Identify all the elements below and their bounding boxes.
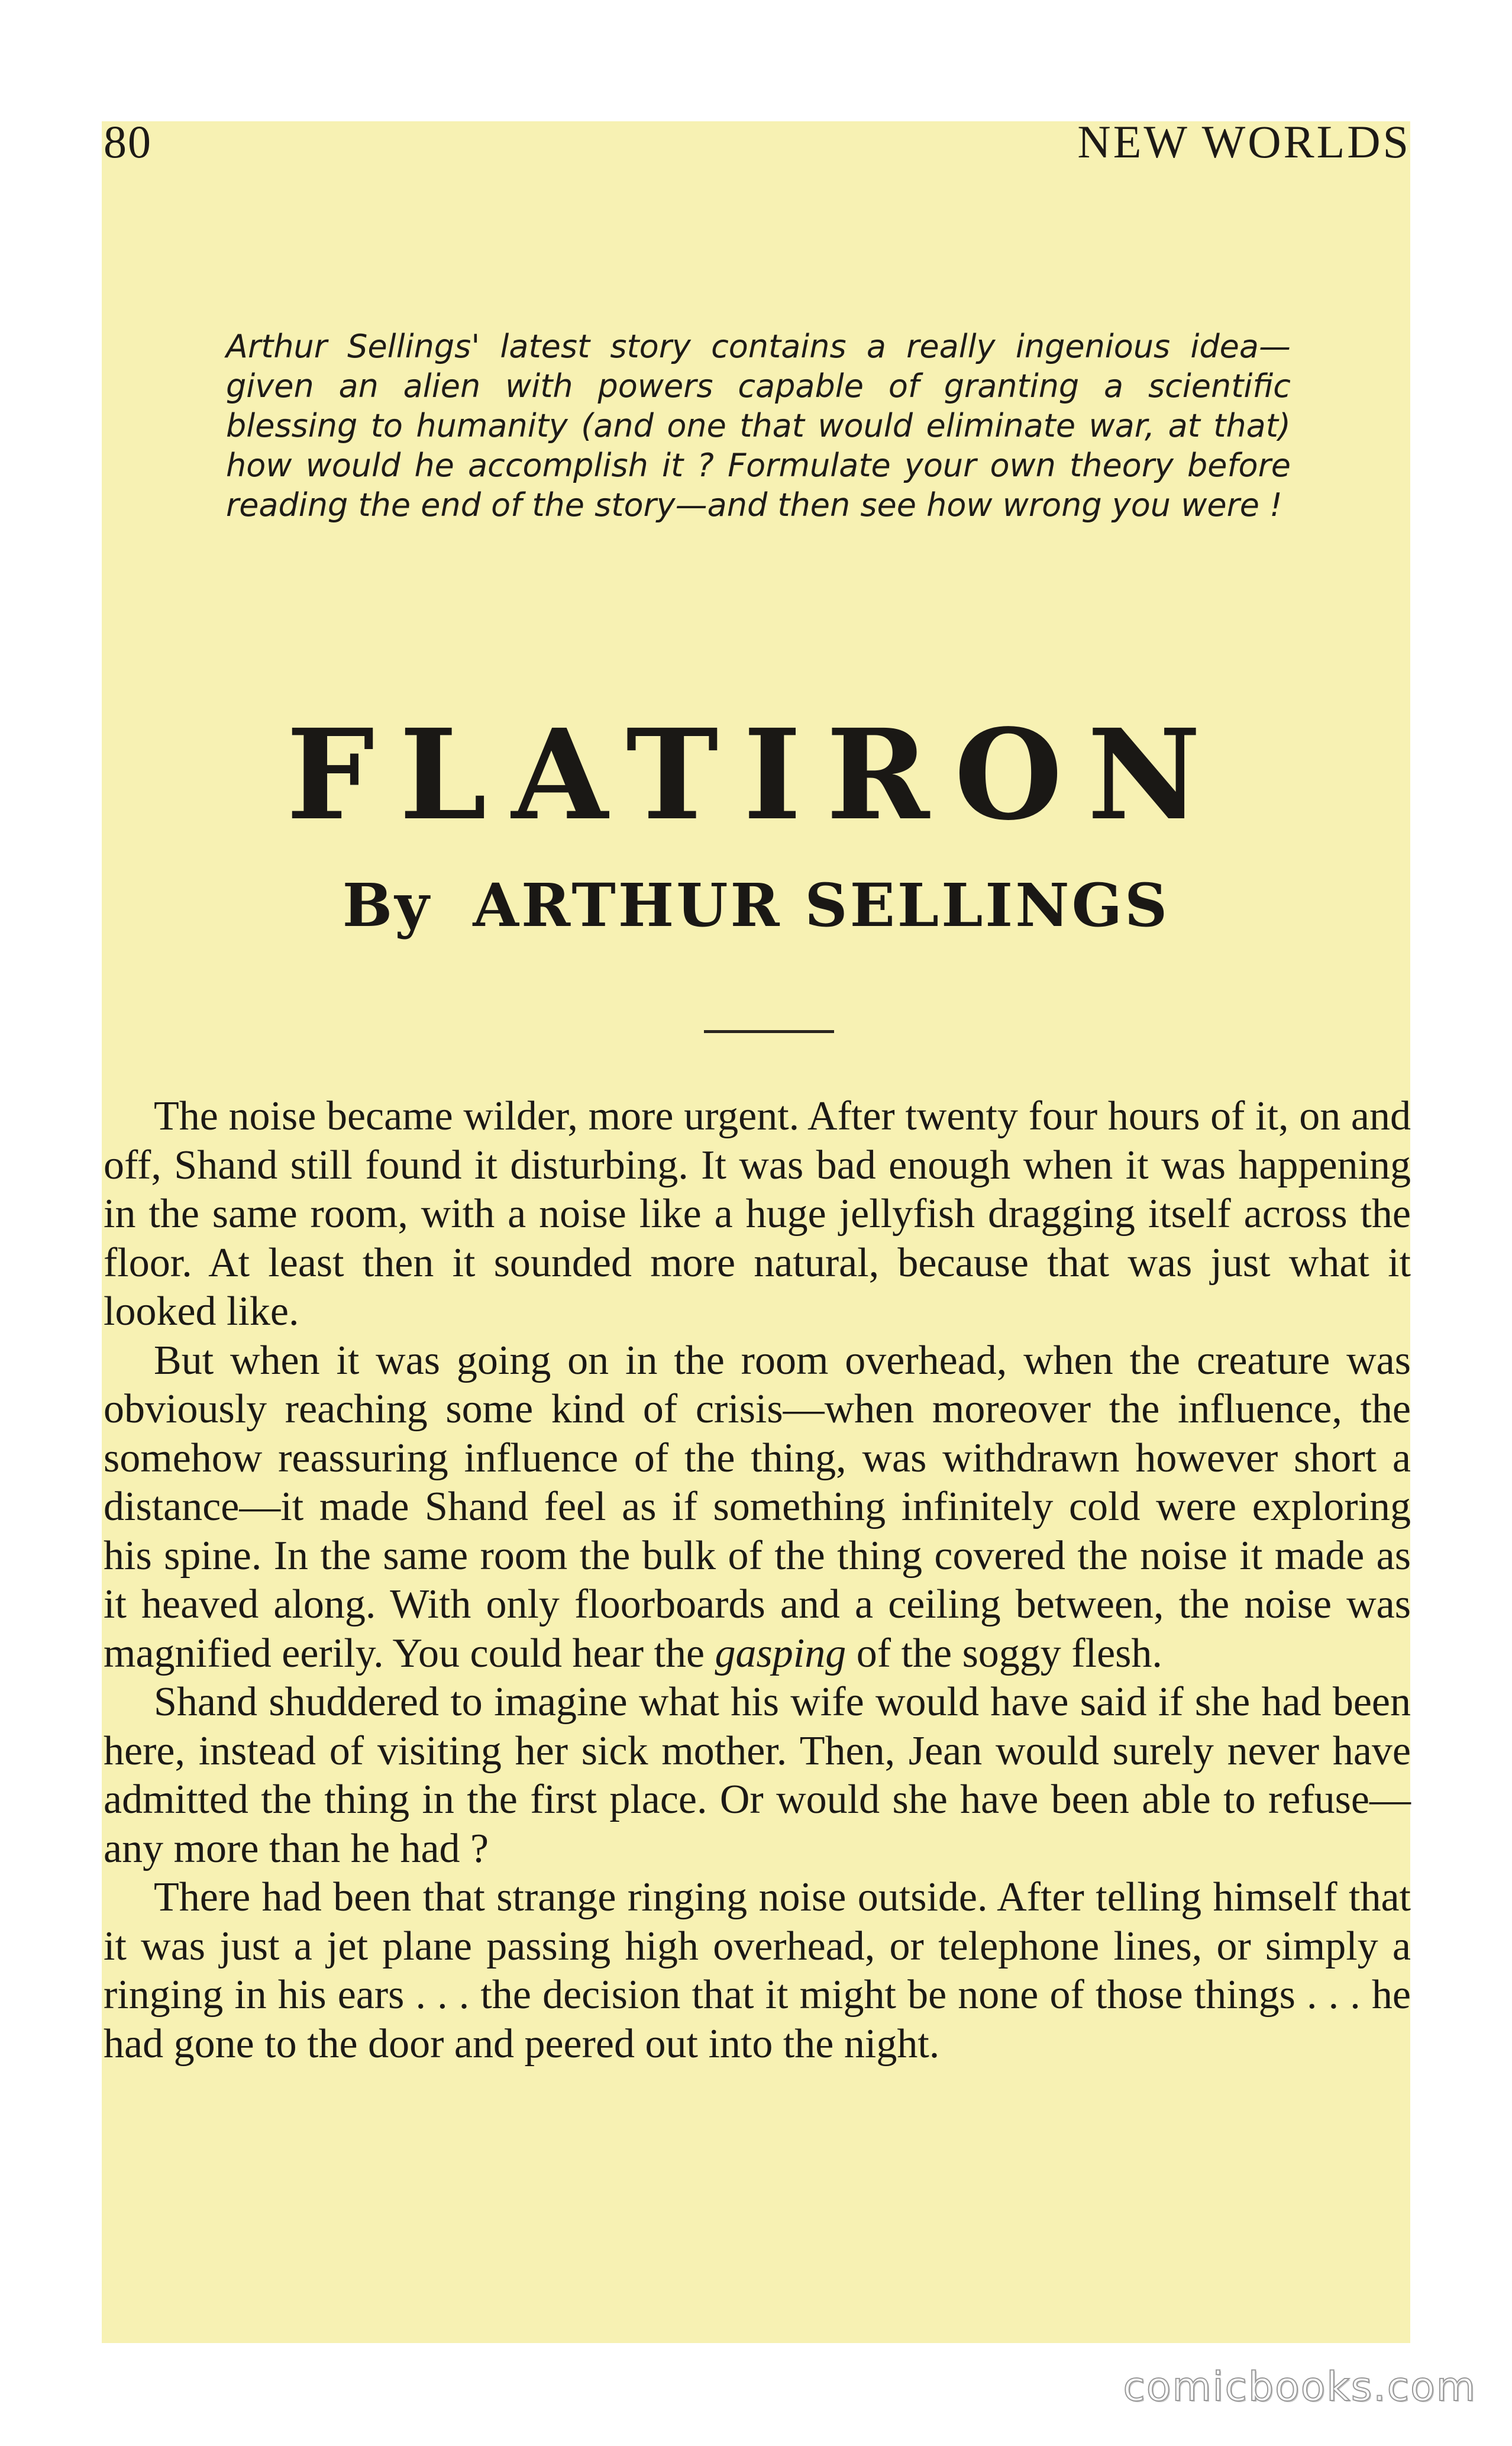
byline (0, 870, 1512, 941)
story-paragraph: Shand shuddered to imagine what his wife would have said if she had been here, instead of visiting her sick mother. Then, Jean would surely never have admitted the thing in the first place. Or would she have been able to refuse—any more than he had ? (104, 1679, 1411, 1871)
running-title: NEW WORLDS (1077, 116, 1411, 167)
story-body (104, 1092, 1411, 2069)
page-number: 80 (104, 116, 152, 167)
story-paragraph: The noise became wilder, more urgent. After twenty four hours of it, on and off, Shand still found it disturbing. It was bad enough when it was happening in the same room, with a noise like a huge jellyfish dragging itself across the floor. At least then it sounded more natural, because that was just what it looked like. (104, 1093, 1411, 1334)
emphasized-word: gasping (715, 1630, 847, 1676)
watermark: comicbooks.com (1123, 2364, 1477, 2410)
title-divider (704, 1030, 834, 1033)
story-paragraph-text: But when it was going on in the room overhead, when the creature was obviously reaching some kind of crisis—when moreover the influence, the somehow reassuring influence of the thing, was withdrawn however short a distance—it made Shand feel as if something infinitely cold were exploring his spine. In the same room the bulk of the thing covered the noise it made as it heaved along. With only floorboards and a ceiling between, the noise was magnified eerily. You could hear the (104, 1337, 1411, 1676)
page-header (104, 112, 1411, 172)
byline-prefix: By (342, 870, 432, 940)
story-paragraph-text: of the soggy flesh. (856, 1630, 1162, 1676)
story-introduction: Arthur Sellings' latest story contains a really ingenious idea—given an alien with powers capable of granting a scientific blessing to humanity (and one that would eliminate war, at that) how would he accomplish it ? Formulate your own theory before reading the end of the story—and then see how wrong you were ! (226, 328, 1291, 524)
story-title: FLATIRON (286, 702, 1226, 848)
story-paragraph: There had been that strange ringing noise outside. After telling himself that it was just a jet plane passing high overhead, or telephone lines, or simply a ringing in his ears . . . the decision that it might be none of those things . . . he had gone to the door and peered out into the night. (104, 1874, 1411, 2067)
story-paragraph (104, 1337, 1411, 1679)
author-name: ARTHUR SELLINGS (473, 870, 1170, 940)
